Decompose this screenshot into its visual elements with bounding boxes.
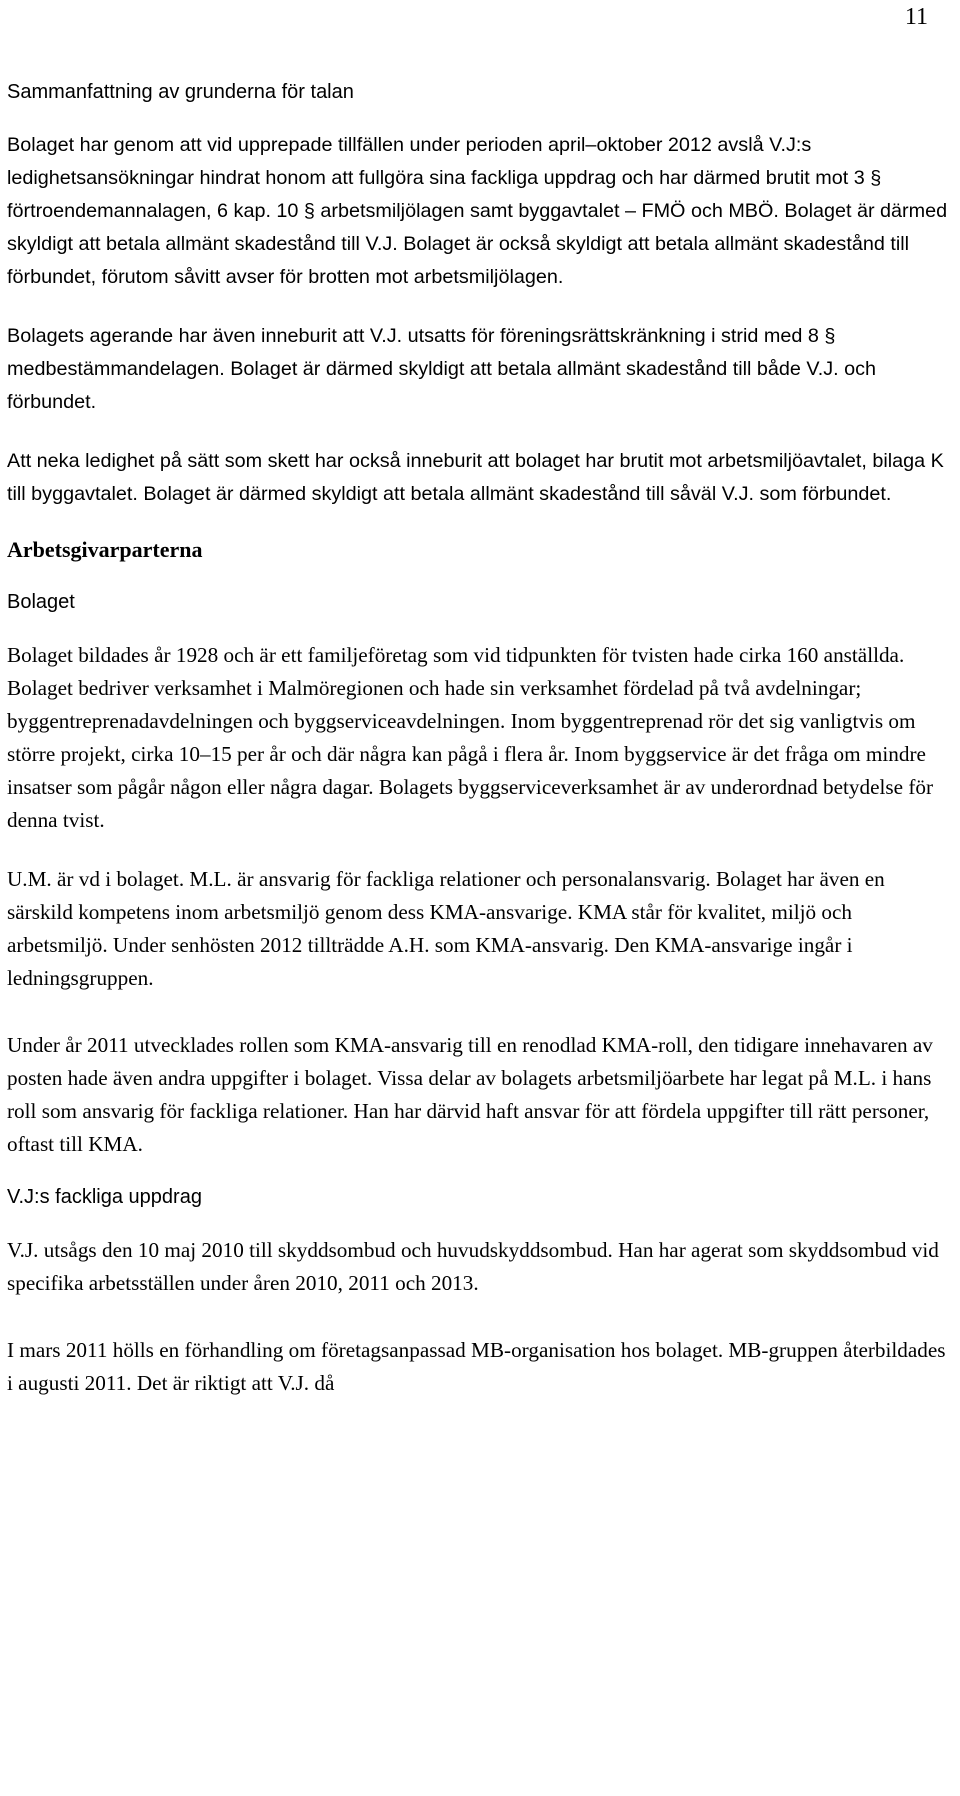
paragraph: U.M. är vd i bolaget. M.L. är ansvarig för fackliga relationer och personalansvarig. Bolaget har även en särskild kompetens inom arbetsmiljö genom dess KMA-ansvarige. KMA står för kvalitet, miljö och arbetsmiljö. Under senhösten 2012 tillträdde A.H. som KMA-ansvarig. Den KMA-ansvarige ingår i ledningsgruppen. bbox=[7, 867, 885, 990]
paragraph: V.J. utsågs den 10 maj 2010 till skyddsombud och huvudskyddsombud. Han har agerat som skyddsombud vid specifika arbetsställen under åren 2010, 2011 och 2013. bbox=[7, 1238, 939, 1295]
section-heading-summary: Sammanfattning av grunderna för talan bbox=[7, 81, 354, 103]
paragraph: Bolagets agerande har även inneburit att V.J. utsatts för föreningsrättskränkning i strid med 8 § medbestämmandelagen. Bolaget är därmed skyldigt att betala allmänt skadestånd till både V.J. och förbundet. bbox=[7, 325, 877, 413]
subheading-union-assignment: V.J:s fackliga uppdrag bbox=[7, 1186, 202, 1208]
paragraph: Under år 2011 utvecklades rollen som KMA-ansvarig till en renodlad KMA-roll, den tidigare innehavaren av posten hade även andra uppgifter i bolaget. Vissa delar av bolagets arbetsmiljöarbete har legat på M.L. i hans roll som ansvarig för fackliga relationer. Han har därvid haft ansvar för att fördela uppgifter till rätt personer, oftast till KMA. bbox=[7, 1033, 933, 1156]
subheading-company: Bolaget bbox=[7, 591, 75, 613]
paragraph: Att neka ledighet på sätt som skett har också inneburit att bolaget har brutit mot arbetsmiljöavtalet, bilaga K till byggavtalet. Bolaget är därmed skyldigt att betala allmänt skadestånd till såväl V.J. som förbundet. bbox=[7, 450, 944, 505]
page-number: 11 bbox=[904, 4, 928, 30]
section-heading-employer-parties: Arbetsgivarparterna bbox=[7, 537, 203, 562]
document-body bbox=[7, 60, 949, 1400]
paragraph: Bolaget bildades år 1928 och är ett familjeföretag som vid tidpunkten för tvisten hade cirka 160 anställda. Bolaget bedriver verksamhet i Malmöregionen och hade sin verksamhet fördelad på två avdelningar; byggentreprenadavdelningen och byggserviceavdelningen. Inom byggentreprenad rör det sig vanligtvis om större projekt, cirka 10–15 per år och där några kan pågå i flera år. Inom byggservice är det fråga om mindre insatser som pågår någon eller några dagar. Bolagets byggserviceverksamhet är av underordnad betydelse för denna tvist. bbox=[7, 643, 934, 832]
paragraph: Bolaget har genom att vid upprepade tillfällen under perioden april–oktober 2012 avslå V.J:s ledighetsansökningar hindrat honom att fullgöra sina fackliga uppdrag och har därmed brutit mot 3 § förtroendemannalagen, 6 kap. 10 § arbetsmiljölagen samt byggavtalet – FMÖ och MBÖ. Bolaget är därmed skyldigt att betala allmänt skadestånd till V.J. Bolaget är också skyldigt att betala allmänt skadestånd till förbundet, förutom såvitt avser för brotten mot arbetsmiljölagen. bbox=[7, 134, 948, 288]
paragraph: I mars 2011 hölls en förhandling om företagsanpassad MB-organisation hos bolaget. MB-gruppen återbildades i augusti 2011. Det är riktigt att V.J. då bbox=[7, 1338, 946, 1395]
